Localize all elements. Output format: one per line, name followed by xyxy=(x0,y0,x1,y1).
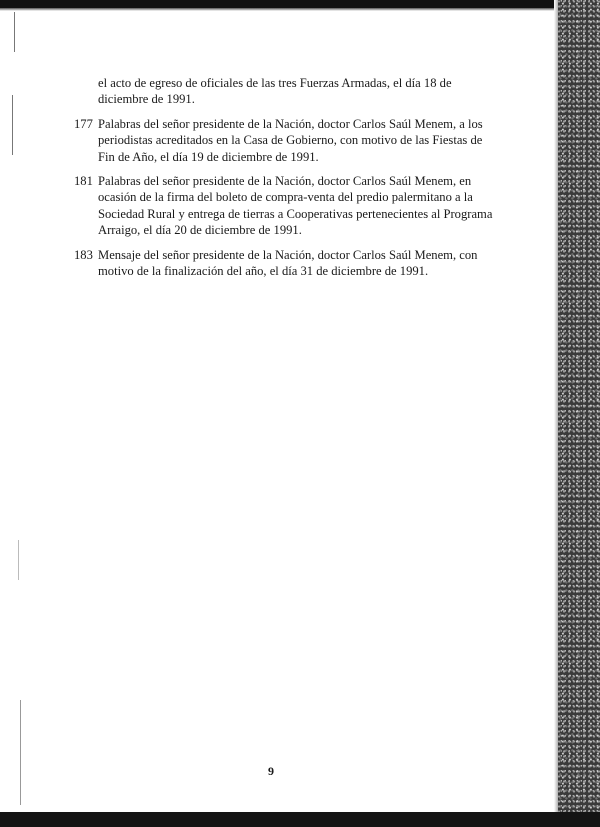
entry-text: Mensaje del señor presidente de la Nación, doctor Carlos Saúl Menem, con motivo de la finalización del año, el día 31 de diciembre de 1991. xyxy=(98,247,478,279)
entry-page-number: 181 xyxy=(74,174,93,189)
scan-top-shadow xyxy=(0,8,560,11)
entry-page-number: 177 xyxy=(74,116,93,131)
entry-text: Palabras del señor presidente de la Nación, doctor Carlos Saúl Menem, en ocasión de la firma del boleto de compra-venta del predio palermitano a la Sociedad Rural y entrega de tierras a Cooperativas pertenecientes al Programa Arraigo, el día 20 de diciembre de 1991. xyxy=(98,174,493,238)
index-entry xyxy=(74,116,494,165)
scan-top-border xyxy=(0,0,560,8)
scan-right-border xyxy=(558,0,600,827)
index-entry xyxy=(74,247,494,280)
binding-mark xyxy=(12,95,13,155)
binding-mark xyxy=(14,12,15,52)
binding-mark xyxy=(20,700,21,805)
page-number: 9 xyxy=(268,764,274,778)
index-entry xyxy=(74,173,494,239)
entry-text: el acto de egreso de oficiales de las tres Fuerzas Armadas, el día 18 de diciembre de 1991. xyxy=(98,76,452,107)
binding-mark xyxy=(18,540,19,580)
index-list xyxy=(74,75,494,287)
entry-text: Palabras del señor presidente de la Nación, doctor Carlos Saúl Menem, a los periodistas acreditados en la Casa de Gobierno, con motivo de las Fiestas de Fin de Año, el día 19 de diciembre de 1991. xyxy=(98,116,483,164)
entry-page-number: 183 xyxy=(74,247,93,262)
scan-bottom-border xyxy=(0,812,600,827)
index-entry xyxy=(74,75,494,108)
